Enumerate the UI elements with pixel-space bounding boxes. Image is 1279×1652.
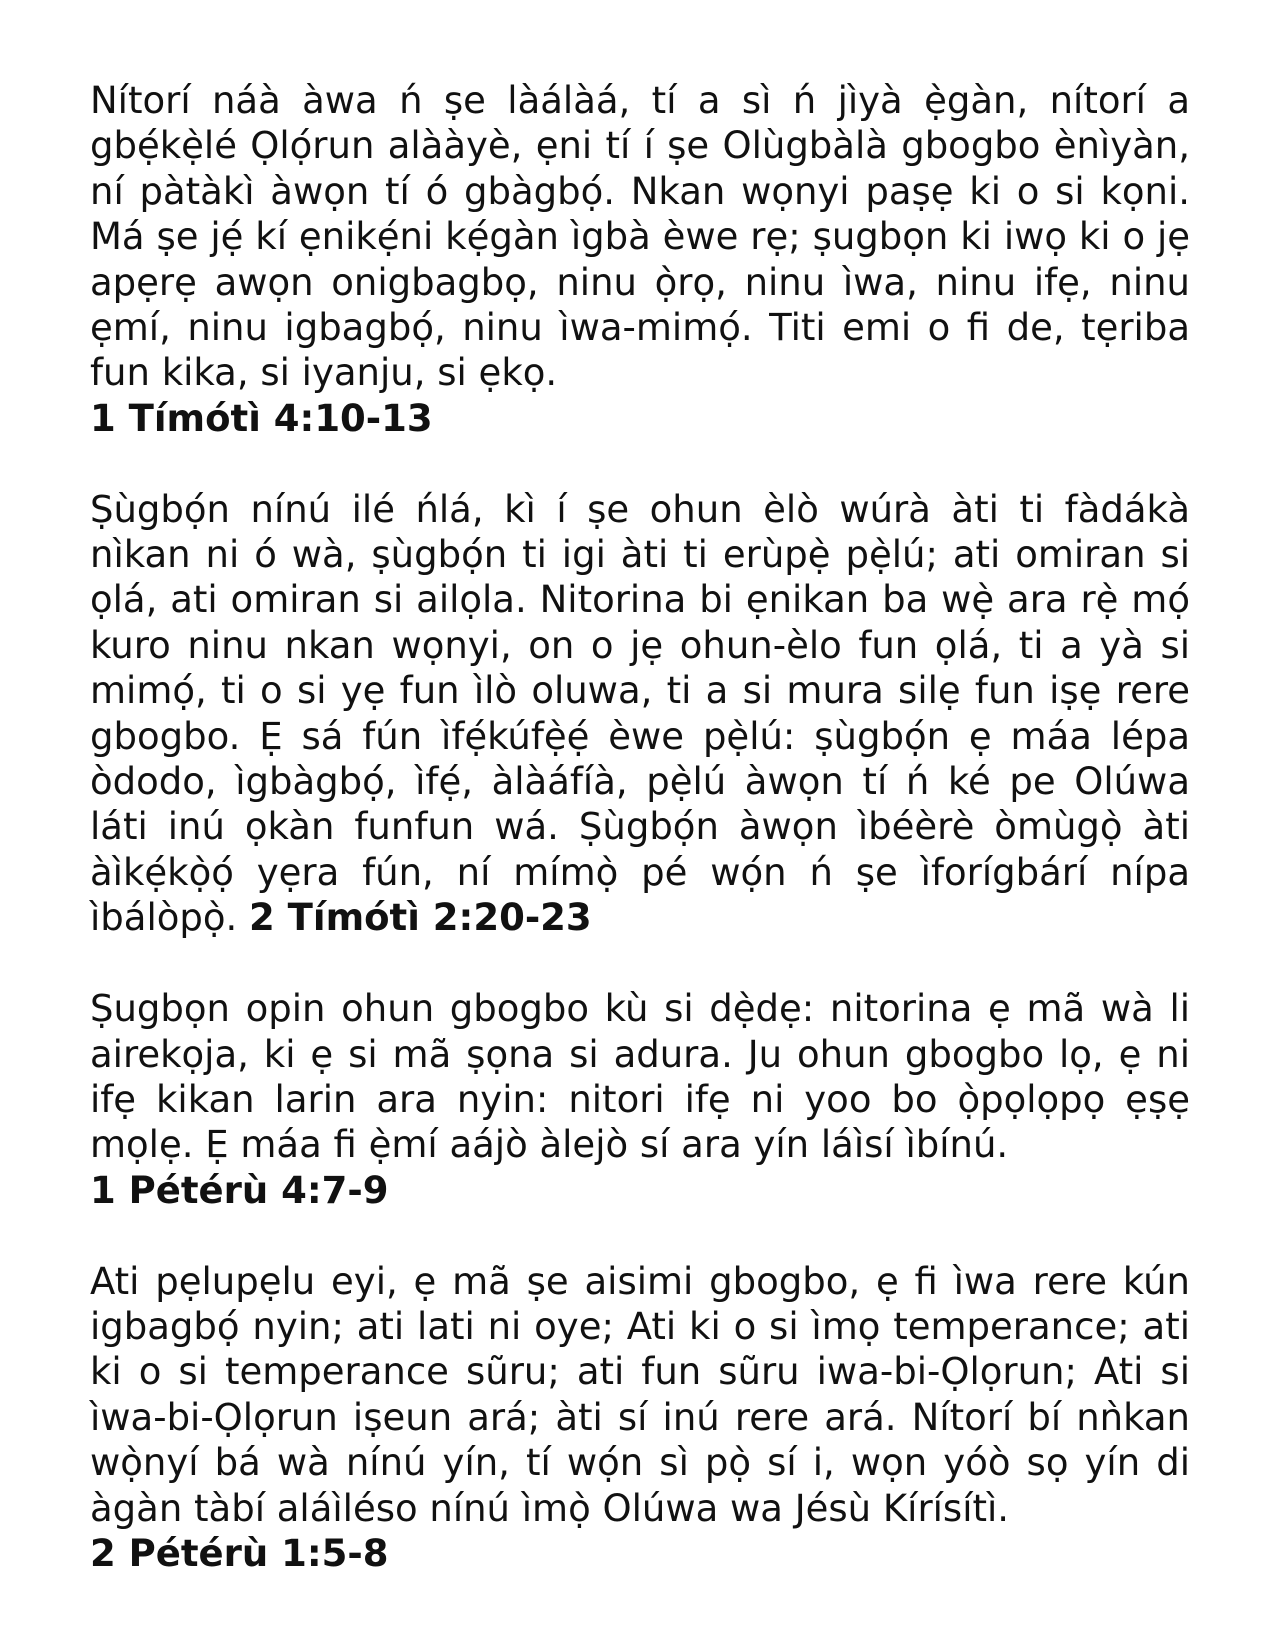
passage-text: Ṣùgbọ́n nínú ilé ńlá, kì í ṣe ohun èlò wúrà àti ti fàdákà nìkan ni ó wà, ṣùgbọ́n ti igi àti ti erùpẹ̀ pẹ̀lú; ati omiran si ọlá, ati omiran si ailọla. Nitorina bi ẹnikan ba wẹ̀ ara rẹ̀ mọ́ kuro ninu nkan wọnyi, on o jẹ ohun-èlo fun ọlá, ti a yà si mimọ́, ti o si yẹ fun ìlò oluwa, ti a si mura silẹ fun iṣẹ rere gbogbo. Ẹ sá fún ìfẹ́kúfẹ̀ẹ́ èwe pẹ̀lú: ṣùgbọ́n ẹ máa lépa òdodo, ìgbàgbọ́, ìfẹ́, àlàáfíà, pẹ̀lú àwọn tí ń ké pe Olúwa láti inú ọkàn funfun wá. Ṣùgbọ́n àwọn ìbéèrè òmùgọ̀ àti àìkẹ́kọ̀ọ́ yẹra fún, ní mímọ̀ pé wọ́n ń ṣe ìforígbárí nípa ìbálòpọ̀. — [90, 487, 1190, 940]
scripture-reference: 1 Tímótì 4:10-13 — [90, 396, 433, 440]
scripture-reference: 2 Tímótì 2:20-23 — [249, 896, 592, 940]
passage-3 — [90, 986, 1190, 1213]
scripture-reference: 1 Pétérù 4:7-9 — [90, 1168, 389, 1212]
passage-1 — [90, 78, 1190, 441]
passage-2 — [90, 487, 1190, 941]
passage-4 — [90, 1259, 1190, 1577]
scripture-reference: 2 Pétérù 1:5-8 — [90, 1531, 389, 1575]
passage-text: Ati pẹlupẹlu eyi, ẹ mã ṣe aisimi gbogbo, ẹ fi ìwa rere kún igbagbọ́ nyin; ati lati ni oye; Ati ki o si ìmọ temperance; ati ki o si temperance sũru; ati fun sũru iwa-bi-Ọlọrun; Ati si ìwa-bi-Ọlọrun iṣeun ará; àti sí inú rere ará. Nítorí bí nǹkan wọ̀nyí bá wà nínú yín, tí wọ́n sì pọ̀ sí i, wọn yóò sọ yín di àgàn tàbí aláìléso nínú ìmọ̀ Olúwa wa Jésù Kírísítì. — [90, 1259, 1190, 1530]
document-page — [90, 78, 1190, 1576]
passage-text: Nítorí náà àwa ń ṣe làálàá, tí a sì ń jìyà ẹ̀gàn, nítorí a gbẹ́kẹ̀lé Ọlọ́run alààyè, ẹni tí í ṣe Olùgbàlà gbogbo ènìyàn, ní pàtàkì àwọn tí ó gbàgbọ́. Nkan wọnyi paṣẹ ki o si kọni. Má ṣe jẹ́ kí ẹnikẹ́ni kẹ́gàn ìgbà èwe rẹ; ṣugbọn ki iwọ ki o jẹ apẹrẹ awọn onigbagbọ, ninu ọ̀rọ, ninu ìwa, ninu ifẹ, ninu ẹmí, ninu igbagbọ́, ninu ìwa-mimọ́. Titi emi o fi de, tẹriba fun kika, si iyanju, si ẹkọ. — [90, 79, 1190, 395]
passage-text: Ṣugbọn opin ohun gbogbo kù si dẹ̀dẹ: nitorina ẹ mã wà li airekọja, ki ẹ si mã ṣọna si adura. Ju ohun gbogbo lọ, ẹ ni ifẹ kikan larin ara nyin: nitori ifẹ ni yoo bo ọ̀pọlọpọ ẹṣẹ mọlẹ. Ẹ máa fi ẹ̀mí aájò àlejò sí ara yín láìsí ìbínú. — [90, 987, 1190, 1167]
